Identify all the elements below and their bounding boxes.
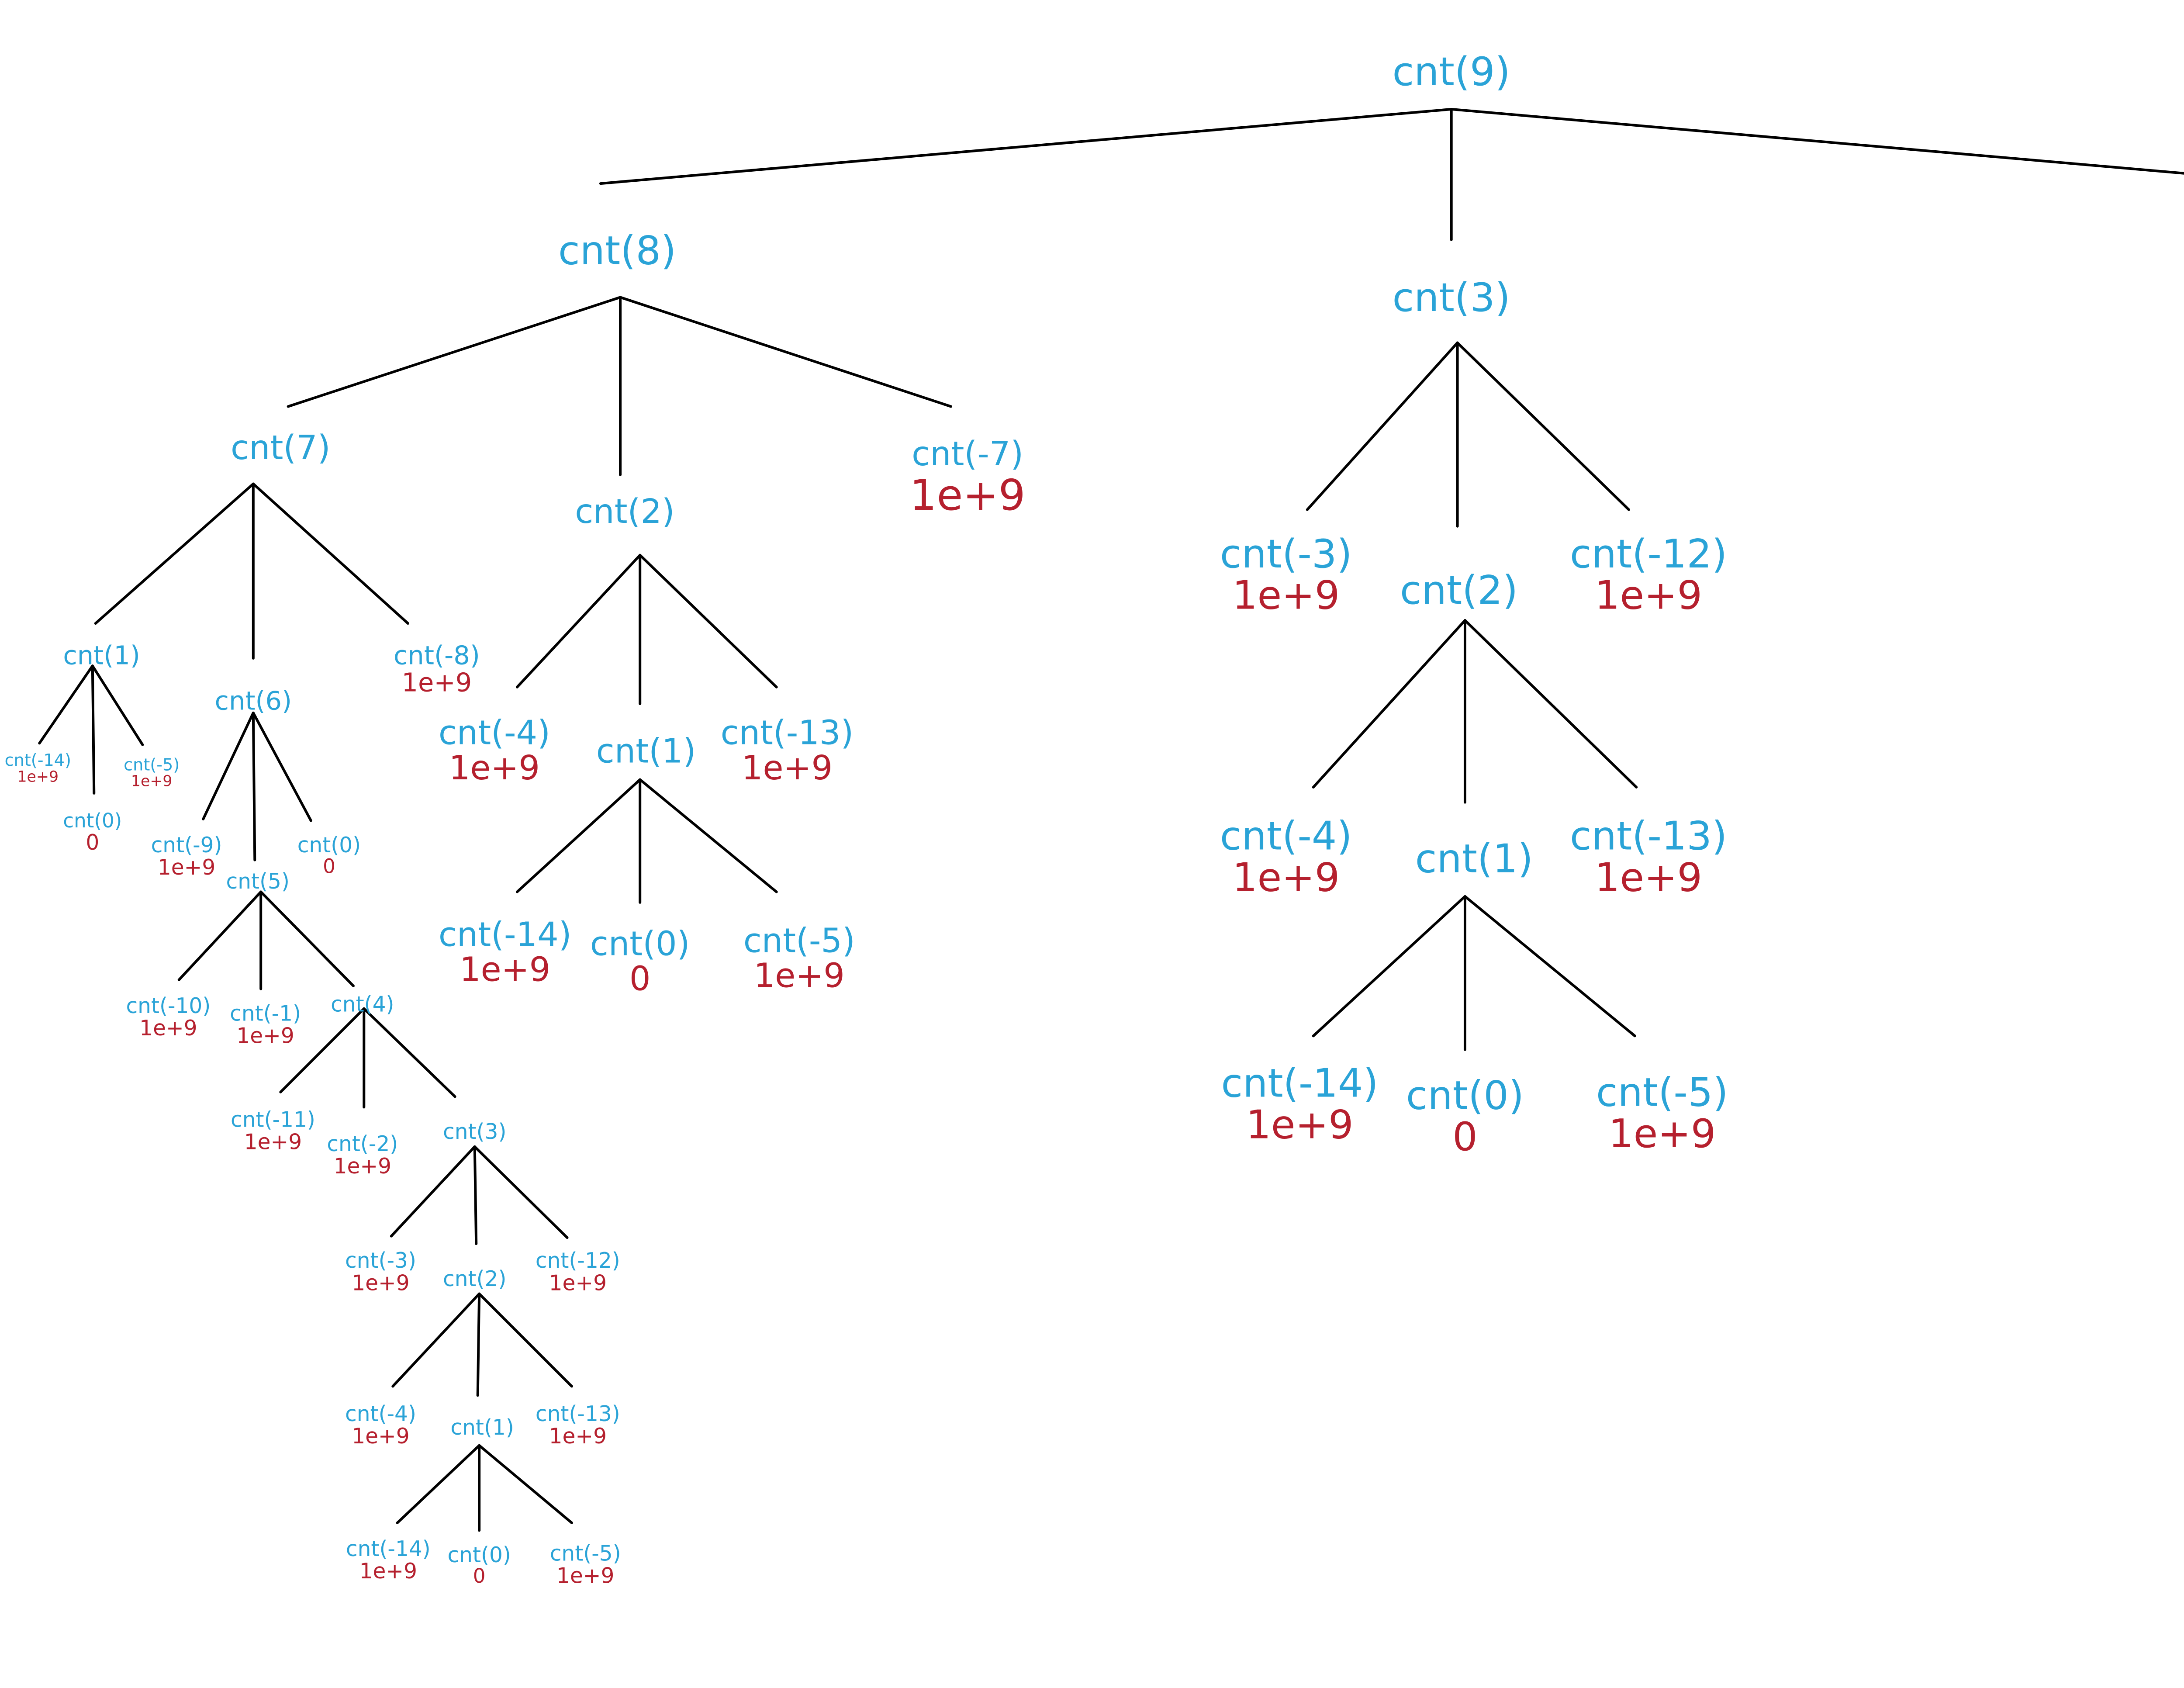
edge-n1b-g1 — [397, 1446, 479, 1523]
edge-n5-c1 — [179, 892, 261, 980]
edge-n8-nm7 — [620, 297, 951, 407]
node-call-label: cnt(-5) — [549, 1541, 621, 1566]
tree-node-g2 — [447, 1543, 511, 1588]
tree-node-n8 — [558, 228, 676, 273]
node-value-label: 1e+9 — [157, 855, 216, 880]
node-call-label: cnt(0) — [297, 833, 361, 858]
node-value-label: 1e+9 — [460, 950, 551, 989]
edge-n3r-j1 — [1307, 343, 1458, 510]
node-value-label: 1e+9 — [556, 1563, 615, 1588]
node-call-label: cnt(1) — [1415, 836, 1533, 882]
edge-n2c-k1 — [1313, 620, 1465, 787]
node-value-label: 1e+9 — [333, 1154, 392, 1179]
node-call-label: cnt(-7) — [912, 434, 1024, 474]
node-value-label: 1e+9 — [131, 772, 173, 790]
tree-node-l1 — [1221, 1061, 1378, 1148]
node-call-label: cnt(2) — [443, 1266, 507, 1291]
node-value-label: 1e+9 — [909, 470, 1026, 520]
tree-node-j1 — [1220, 531, 1352, 619]
edge-n2b-f1 — [393, 1294, 479, 1387]
node-call-label: cnt(1) — [596, 732, 696, 771]
node-call-label: cnt(-14) — [438, 915, 572, 955]
node-call-label: cnt(-5) — [1596, 1069, 1728, 1116]
edge-n6-n5 — [253, 713, 255, 860]
tree-node-c2 — [230, 1001, 301, 1048]
tree-node-n3r — [1393, 275, 1510, 321]
tree-node-a3 — [124, 755, 180, 790]
edge-n1a-a3 — [93, 666, 143, 745]
node-call-label: cnt(4) — [331, 992, 394, 1017]
node-call-label: cnt(1) — [450, 1415, 514, 1440]
node-value-label: 1e+9 — [17, 768, 59, 786]
node-call-label: cnt(-5) — [124, 755, 180, 775]
node-call-label: cnt(2) — [1400, 567, 1518, 614]
tree-node-n6 — [215, 686, 292, 716]
node-value-label: 1e+9 — [352, 1424, 410, 1449]
node-value-label: 1e+9 — [549, 1424, 607, 1449]
tree-node-e1 — [345, 1249, 416, 1295]
node-value-label: 1e+9 — [1595, 854, 1703, 901]
edge-n1a-a2 — [93, 666, 94, 793]
node-call-label: cnt(-13) — [720, 713, 854, 753]
tree-node-n2b — [443, 1267, 506, 1291]
node-value-label: 1e+9 — [352, 1271, 410, 1296]
tree-node-n1c — [596, 732, 696, 771]
node-call-label: cnt(1) — [63, 640, 140, 671]
node-call-label: cnt(-13) — [1570, 813, 1728, 859]
tree-node-nm7 — [910, 435, 1026, 520]
edge-n9-nm6 — [1451, 109, 2184, 183]
tree-node-j3 — [1570, 531, 1727, 619]
node-call-label: cnt(0) — [63, 809, 122, 833]
edges-layer — [39, 109, 2184, 1530]
node-call-label: cnt(-4) — [438, 713, 550, 753]
tree-node-n1a — [63, 640, 140, 671]
node-value-label: 1e+9 — [1232, 854, 1340, 901]
node-call-label: cnt(3) — [1392, 275, 1510, 321]
node-value-label: 1e+9 — [753, 956, 845, 996]
tree-node-a1 — [5, 751, 71, 785]
tree-node-d2 — [327, 1132, 398, 1179]
tree-node-k3 — [1570, 813, 1727, 901]
tree-node-l3 — [1596, 1069, 1728, 1157]
edge-n5-n4 — [261, 892, 353, 986]
node-call-label: cnt(-4) — [1220, 813, 1352, 859]
edge-n3a-n2b — [475, 1147, 476, 1244]
node-call-label: cnt(-13) — [535, 1401, 620, 1426]
node-value-label: 1e+9 — [1246, 1102, 1354, 1148]
edge-n8-n7 — [288, 297, 620, 407]
edge-n6-b3 — [253, 713, 311, 821]
edge-n2c-k3 — [1465, 620, 1636, 787]
node-call-label: cnt(-3) — [1220, 531, 1352, 577]
node-value-label: 1e+9 — [549, 1271, 607, 1296]
node-call-label: cnt(0) — [1406, 1072, 1524, 1119]
tree-node-h1 — [439, 714, 550, 788]
edge-n1d-l1 — [1313, 896, 1465, 1036]
node-call-label: cnt(-12) — [535, 1249, 620, 1273]
tree-node-h3 — [721, 714, 854, 788]
edge-n3r-j3 — [1458, 343, 1629, 510]
node-value-label: 1e+9 — [741, 748, 833, 788]
edge-n1d-l3 — [1465, 896, 1635, 1036]
edge-n2a-h3 — [640, 555, 776, 687]
edge-n1b-g3 — [479, 1446, 572, 1523]
node-call-label: cnt(-1) — [230, 1001, 301, 1026]
node-value-label: 1e+9 — [244, 1130, 302, 1155]
node-call-label: cnt(-14) — [4, 751, 71, 770]
node-call-label: cnt(-10) — [126, 993, 211, 1018]
node-call-label: cnt(-2) — [327, 1131, 398, 1156]
node-value-label: 1e+9 — [1595, 572, 1703, 619]
edge-n2b-f3 — [479, 1294, 572, 1387]
node-call-label: cnt(0) — [447, 1543, 511, 1567]
edge-n2b-n1b — [478, 1294, 479, 1396]
tree-node-n9 — [1393, 49, 1510, 95]
node-value-label: 1e+9 — [1608, 1111, 1716, 1157]
node-call-label: cnt(-4) — [345, 1401, 416, 1426]
edge-n4-n3a — [364, 1009, 455, 1097]
tree-node-nm8 — [394, 640, 480, 698]
node-value-label: 0 — [1452, 1114, 1478, 1160]
tree-node-i3 — [743, 921, 855, 995]
tree-node-n2a — [575, 492, 675, 531]
edge-n7-nm8 — [253, 484, 408, 623]
node-call-label: cnt(-14) — [346, 1536, 431, 1561]
tree-node-n1b — [450, 1415, 514, 1440]
node-value-label: 1e+9 — [1232, 572, 1340, 619]
tree-node-n3a — [443, 1120, 506, 1144]
node-call-label: cnt(-5) — [743, 921, 855, 961]
tree-node-n5 — [226, 869, 290, 894]
edge-n2a-h1 — [517, 555, 640, 687]
tree-node-n4 — [331, 992, 394, 1017]
tree-node-g3 — [550, 1541, 621, 1588]
node-value-label: 0 — [86, 830, 100, 855]
node-call-label: cnt(-12) — [1570, 531, 1728, 577]
node-value-label: 1e+9 — [359, 1559, 418, 1584]
node-call-label: cnt(-3) — [345, 1249, 416, 1273]
edge-n3a-e3 — [475, 1147, 567, 1238]
tree-node-a2 — [63, 809, 122, 855]
node-value-label: 1e+9 — [236, 1024, 294, 1048]
tree-node-b1 — [151, 833, 222, 880]
node-call-label: cnt(9) — [1392, 48, 1510, 95]
tree-node-b3 — [297, 833, 361, 878]
tree-node-g1 — [346, 1537, 431, 1584]
node-value-label: 0 — [629, 959, 651, 999]
node-value-label: 1e+9 — [401, 667, 472, 698]
node-call-label: cnt(8) — [558, 228, 677, 274]
tree-node-i1 — [439, 915, 572, 989]
node-call-label: cnt(2) — [575, 492, 675, 531]
edge-n1a-a1 — [39, 666, 93, 743]
node-call-label: cnt(3) — [443, 1120, 507, 1145]
node-call-label: cnt(-9) — [151, 833, 222, 858]
node-value-label: 0 — [473, 1564, 486, 1588]
tree-node-f3 — [536, 1402, 620, 1449]
node-call-label: cnt(7) — [231, 428, 331, 467]
node-value-label: 0 — [323, 854, 335, 878]
tree-node-k1 — [1220, 813, 1352, 901]
edge-n9-n8 — [601, 109, 1451, 183]
tree-node-n2c — [1400, 567, 1518, 613]
node-value-label: 1e+9 — [139, 1016, 197, 1041]
tree-node-n1d — [1415, 836, 1533, 882]
tree-node-c1 — [126, 994, 211, 1041]
edge-n3a-e1 — [391, 1147, 475, 1236]
tree-node-f1 — [345, 1402, 416, 1449]
node-call-label: cnt(5) — [226, 869, 290, 894]
tree-node-d1 — [231, 1107, 315, 1154]
node-call-label: cnt(-11) — [231, 1107, 315, 1132]
node-call-label: cnt(-14) — [1221, 1060, 1379, 1107]
node-call-label: cnt(-8) — [393, 640, 480, 671]
edge-n1c-i3 — [640, 780, 776, 892]
tree-node-e3 — [536, 1249, 620, 1295]
tree-node-n7 — [231, 429, 331, 467]
node-call-label: cnt(0) — [590, 924, 690, 964]
edge-n1c-i1 — [517, 780, 640, 892]
nodes-layer — [5, 49, 2184, 1588]
edge-n6-b1 — [203, 713, 253, 819]
tree-node-l2 — [1406, 1072, 1524, 1160]
edge-n7-n1a — [96, 484, 253, 623]
node-call-label: cnt(6) — [214, 685, 292, 716]
node-value-label: 1e+9 — [449, 748, 540, 788]
tree-node-i2 — [590, 924, 690, 998]
